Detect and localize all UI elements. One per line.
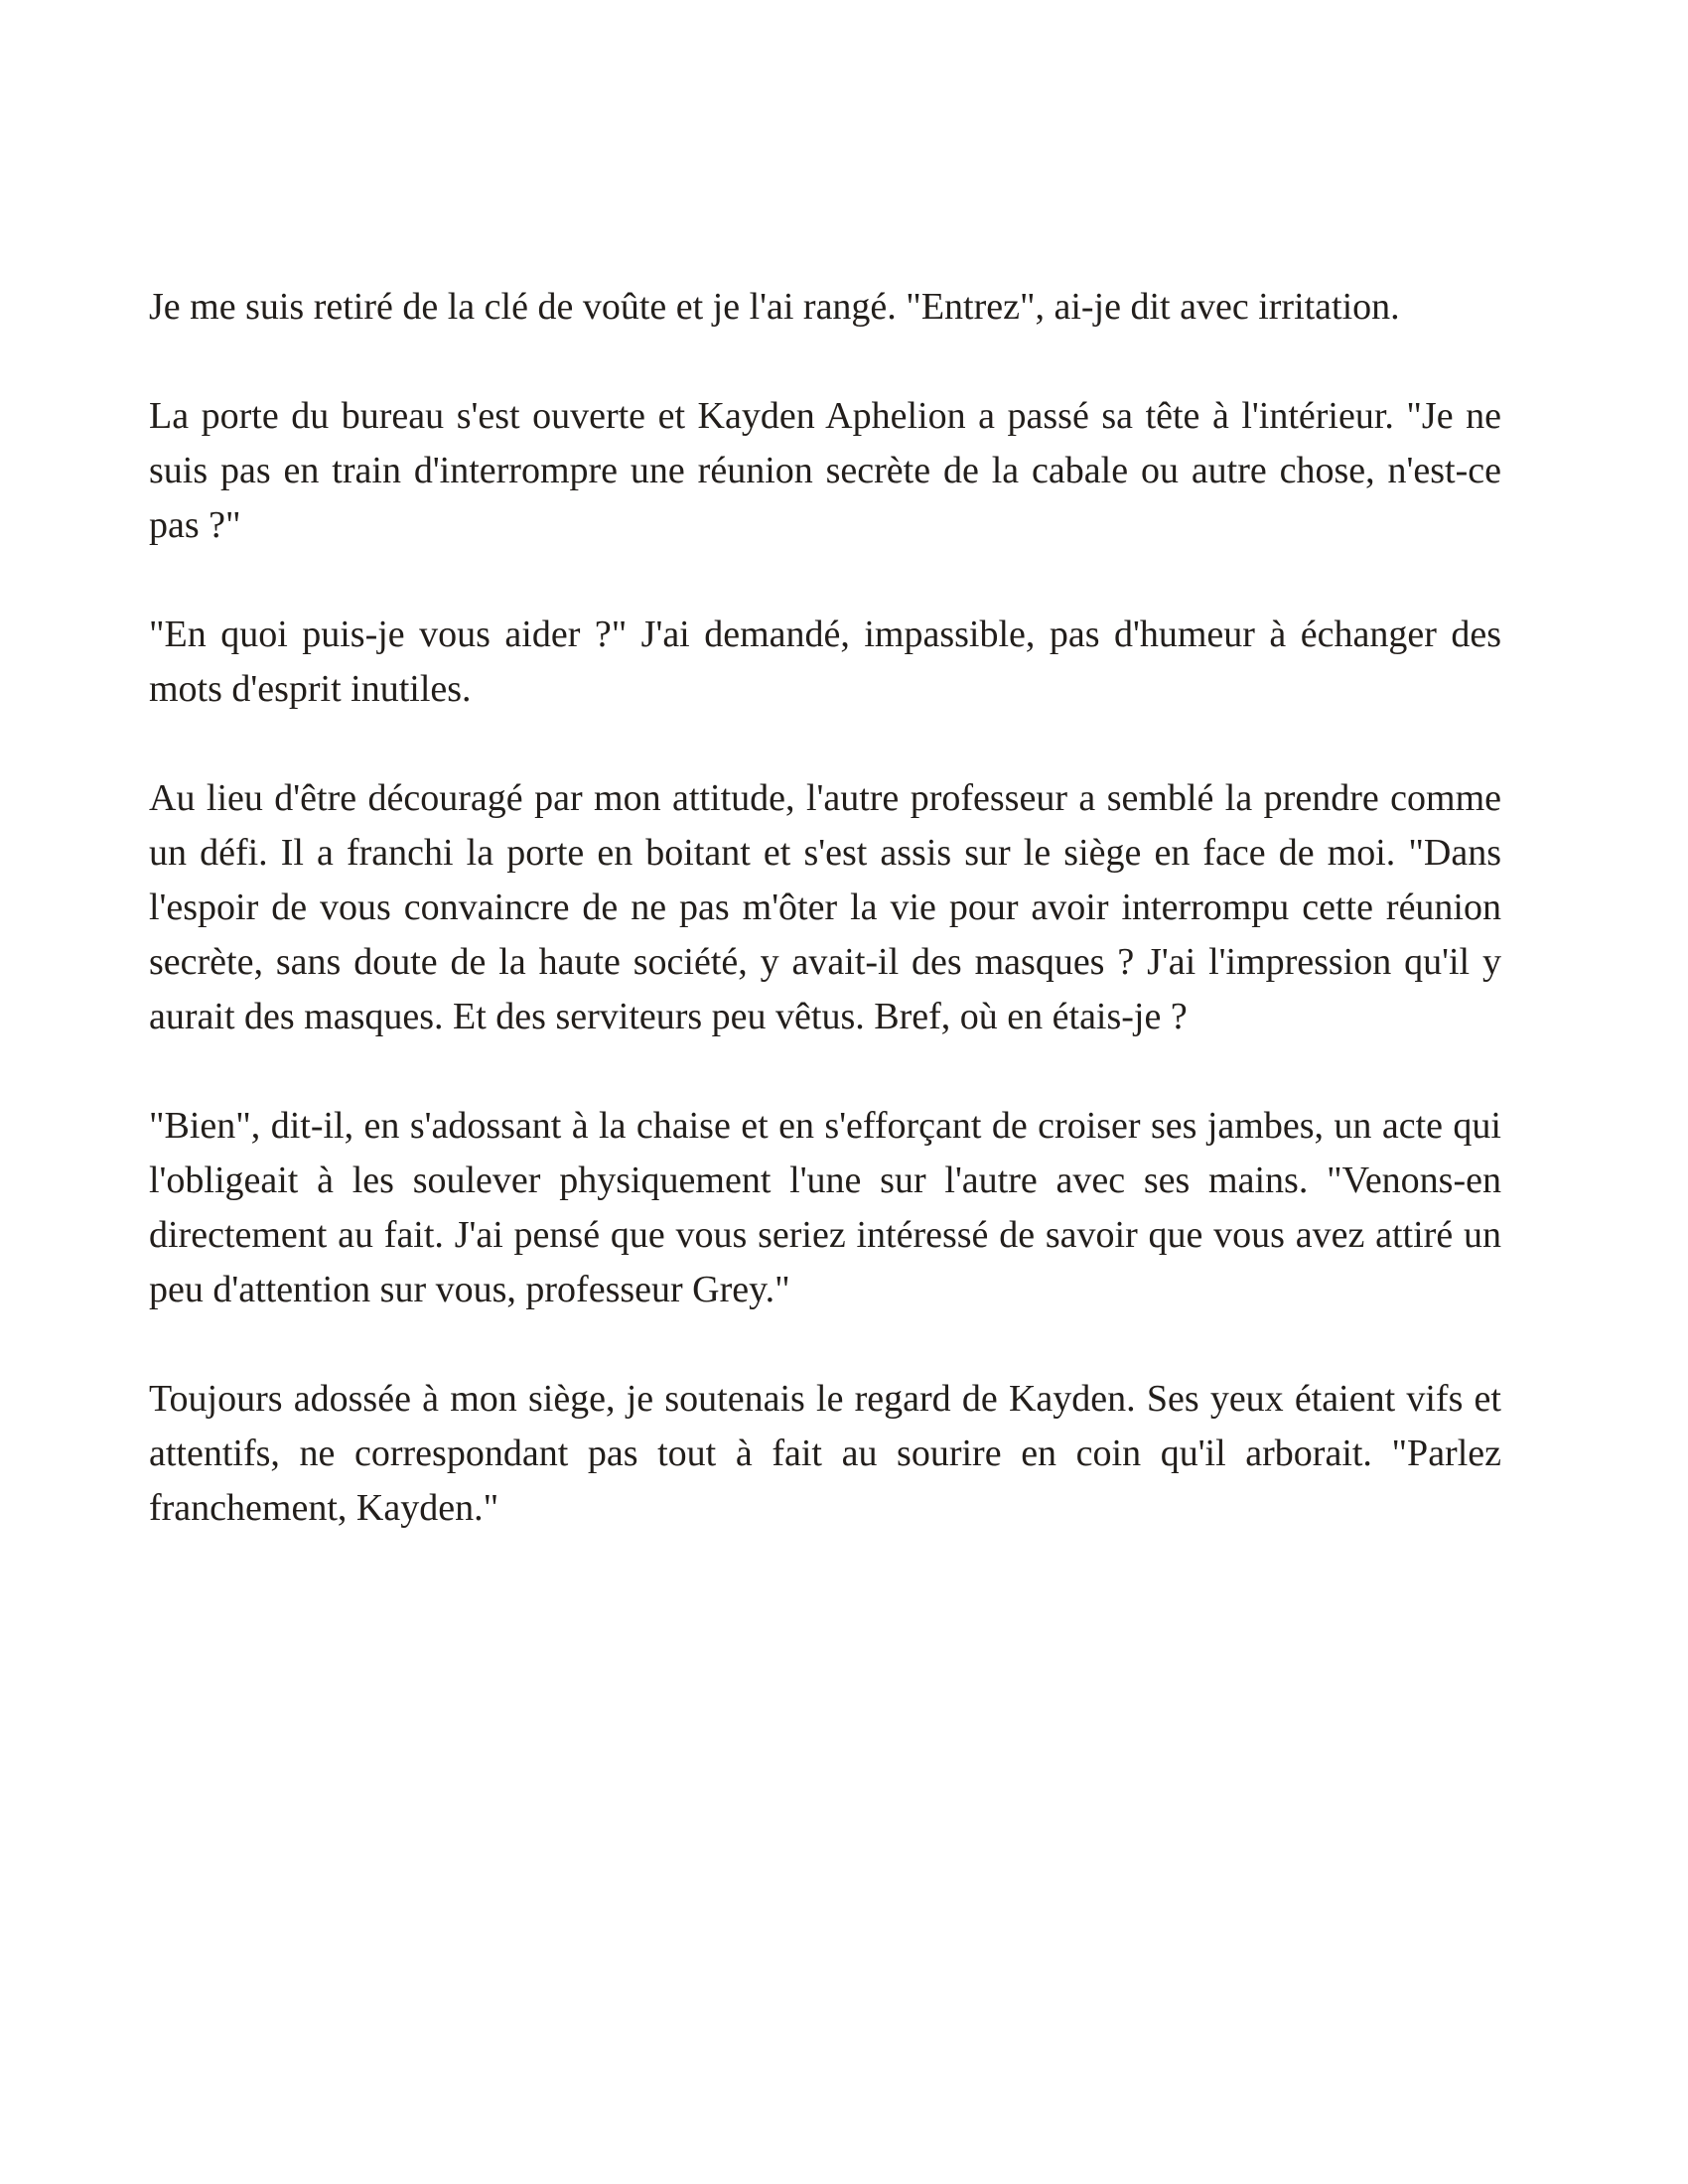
paragraph: Toujours adossée à mon siège, je soutenais le regard de Kayden. Ses yeux étaient vifs et attentifs, ne correspondant pas tout à fait au sourire en coin qu'il arborait. "Parlez franchement, Kayden.": [149, 1378, 1501, 1529]
paragraph: La porte du bureau s'est ouverte et Kayden Aphelion a passé sa tête à l'intérieur. "Je ne suis pas en train d'interrompre une réunion secrète de la cabale ou autre chose, n'est-ce pas ?": [149, 395, 1501, 546]
paragraph: Au lieu d'être découragé par mon attitude, l'autre professeur a semblé la prendre comme un défi. Il a franchi la porte en boitant et s'est assis sur le siège en face de moi. "Dans l'espoir de vous convaincre de ne pas m'ôter la vie pour avoir interrompu cette réunion secrète, sans doute de la haute société, y avait-il des masques ? J'ai l'impression qu'il y aurait des masques. Et des serviteurs peu vêtus. Bref, où en étais-je ?: [149, 777, 1501, 1037]
paragraph: "Bien", dit-il, en s'adossant à la chaise et en s'efforçant de croiser ses jambes, un acte qui l'obligeait à les soulever physiquement l'une sur l'autre avec ses mains. "Venons-en directement au fait. J'ai pensé que vous seriez intéressé de savoir que vous avez attiré un peu d'attention sur vous, professeur Grey.": [149, 1105, 1501, 1310]
text-block: [149, 280, 1501, 1590]
paragraph: Je me suis retiré de la clé de voûte et je l'ai rangé. "Entrez", ai-je dit avec irritation.: [149, 286, 1400, 328]
paragraph: "En quoi puis-je vous aider ?" J'ai demandé, impassible, pas d'humeur à échanger des mots d'esprit inutiles.: [149, 614, 1501, 710]
